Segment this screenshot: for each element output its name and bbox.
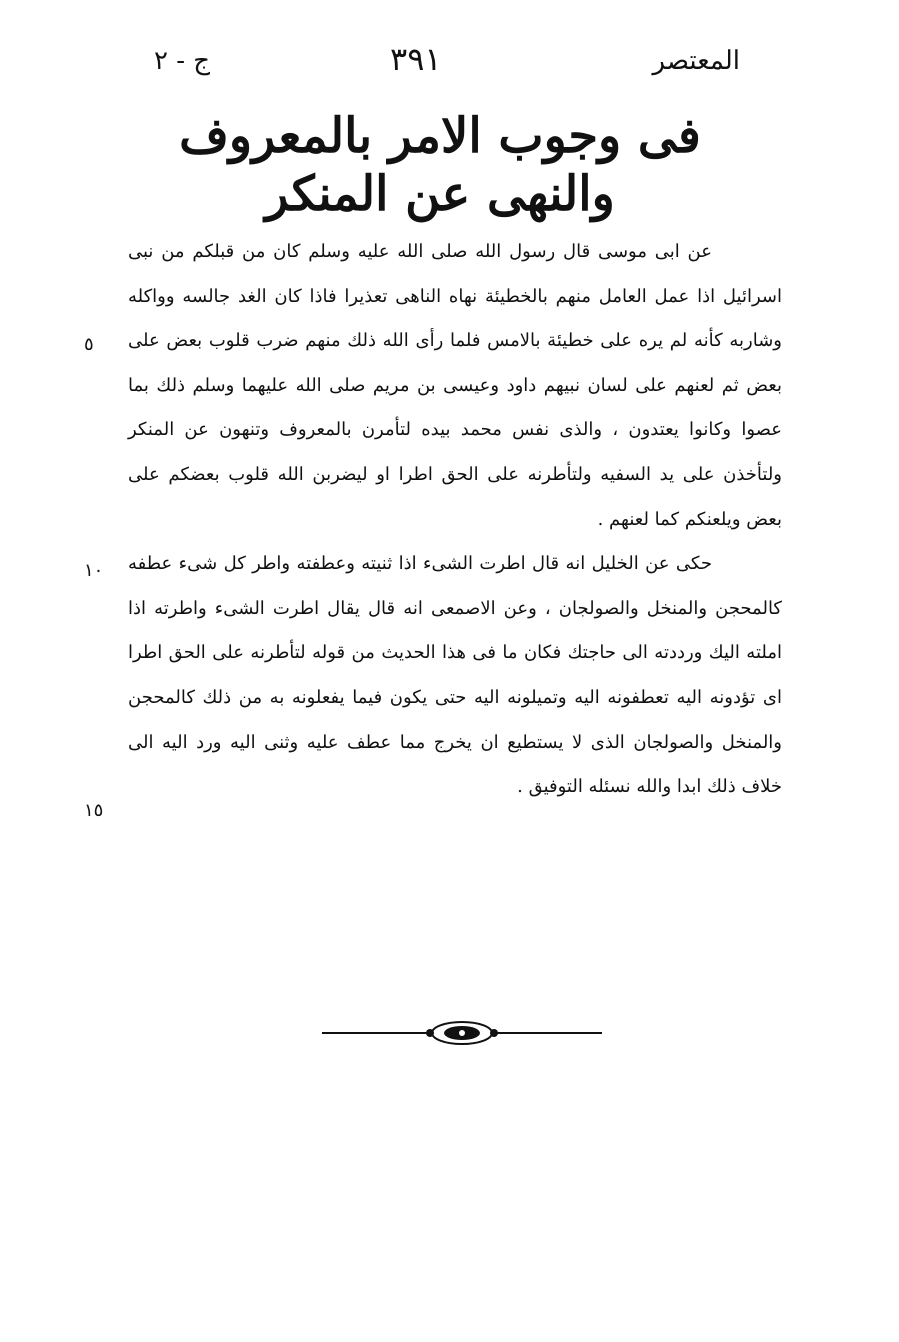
book-title: المعتصر [652, 46, 740, 76]
ornament-divider-icon [322, 1018, 602, 1048]
chapter-title-line-1: فى وجوب الامر بالمعروف [179, 108, 701, 164]
line-marker-15: ١٥ [84, 800, 104, 821]
page-number: ٣٩١ [390, 40, 442, 78]
line-marker-5: ٥ [84, 334, 94, 355]
page-header [140, 40, 740, 90]
volume-label: ج - ٢ [154, 46, 211, 76]
body-text [128, 230, 782, 810]
paragraph-commentary: حكى عن الخليل انه قال اطرت الشىء اذا ثنيته وعطفته واطر كل شىء عطفه كالمحجن والمنخل والصولجان ، وعن الاصمعى انه قال يقال اطرت الشىء واطرته اذا املته اليك ورددته الى حاجتك فكان ما فى هذا الحديث من قوله لتأطرنه على الحق اطرا اى تؤدونه اليه تعطفونه اليه وتميلونه اليه حتى يكون فيما يفعلونه به من ذلك كالمحجن والمنخل والصولجان الذى لا يستطيع ان يخرج مما عطف عليه وثنى اليه ورد اليه الى خلاف ذلك ابدا والله نسئله التوفيق . [128, 553, 782, 798]
paragraph-hadith: عن ابى موسى قال رسول الله صلى الله عليه وسلم كان من قبلكم من نبى اسرائيل اذا عمل العامل منهم بالخطيئة نهاه الناهى تعذيرا فاذا كان الغد جالسه وواكله وشاربه كأنه لم يره على خطيئة بالامس فلما رأى الله ذلك منهم ضرب قلوب بعض على بعض ثم لعنهم على لسان نبيهم داود وعيسى بن مريم صلى الله عليهما وسلم ذلك بما عصوا وكانوا يعتدون ، والذى نفس محمد بيده لتأمرن بالمعروف وتنهون عن المنكر ولتأخذن على يد السفيه ولتأطرنه على الحق اطرا او ليضربن الله قلوب بعضكم على بعض ويلعنكم كما لعنهم . [128, 241, 782, 530]
line-marker-10: ١٠ [84, 560, 104, 581]
chapter-title-line-2: والنهى عن المنكر [265, 166, 615, 222]
